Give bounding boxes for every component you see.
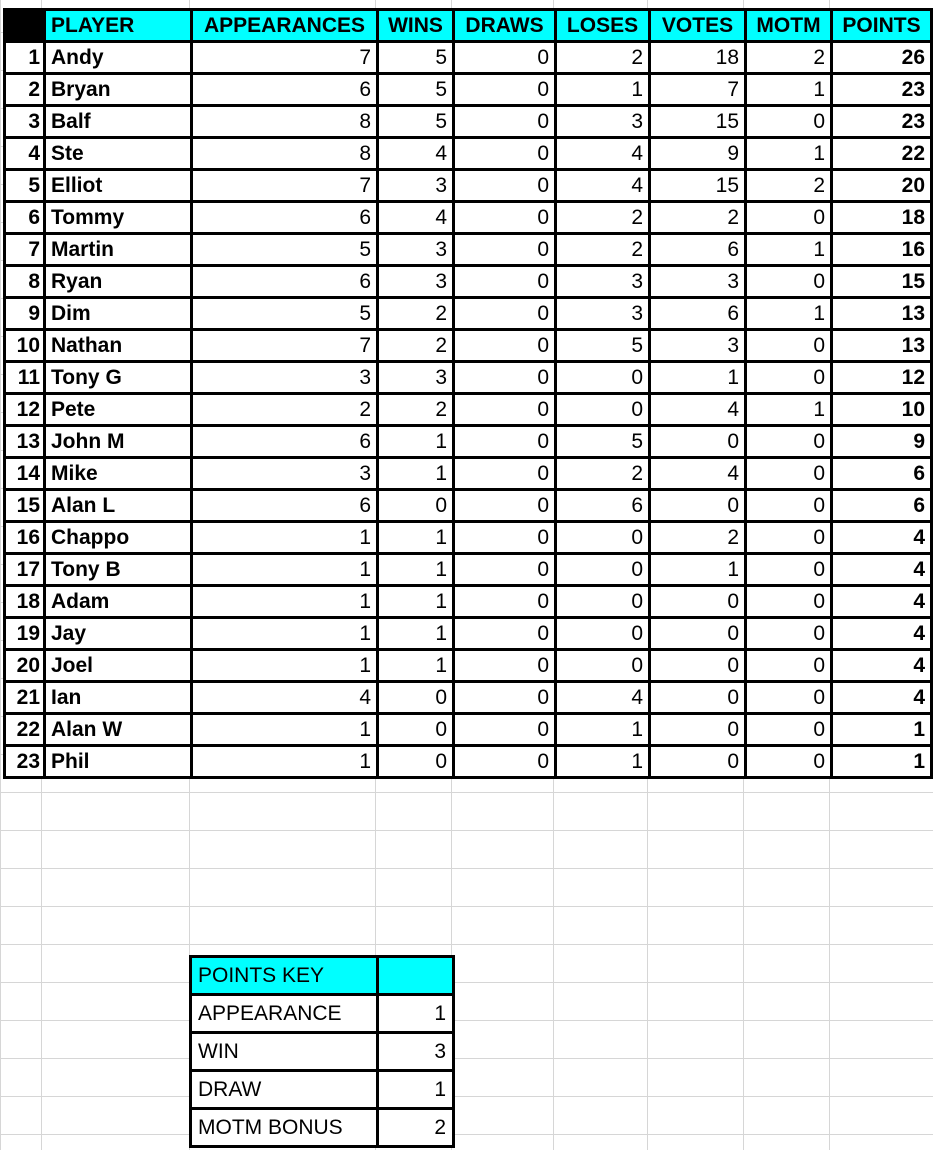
votes-cell[interactable]: 18 (650, 42, 746, 74)
player-name-cell[interactable]: Alan W (45, 714, 192, 746)
points-cell[interactable]: 26 (832, 42, 932, 74)
loses-cell[interactable]: 5 (556, 330, 650, 362)
points-cell[interactable]: 15 (832, 266, 932, 298)
draws-cell[interactable]: 0 (454, 42, 556, 74)
table-row (5, 298, 932, 330)
table-row (5, 650, 932, 682)
points-key-label[interactable]: DRAW (191, 1071, 378, 1109)
votes-cell[interactable]: 3 (650, 330, 746, 362)
table-row (5, 394, 932, 426)
player-name-cell[interactable]: Bryan (45, 74, 192, 106)
player-name-cell[interactable]: Chappo (45, 522, 192, 554)
votes-cell[interactable]: 2 (650, 202, 746, 234)
points-cell[interactable]: 6 (832, 458, 932, 490)
table-row (5, 618, 932, 650)
appearances-cell[interactable]: 7 (192, 42, 378, 74)
rank-cell[interactable]: 18 (5, 586, 45, 618)
rank-cell[interactable]: 22 (5, 714, 45, 746)
motm-cell[interactable]: 0 (746, 714, 832, 746)
wins-cell[interactable]: 2 (378, 394, 454, 426)
loses-cell[interactable]: 2 (556, 458, 650, 490)
motm-cell[interactable]: 0 (746, 426, 832, 458)
table-row (5, 682, 932, 714)
header-loses[interactable]: LOSES (556, 10, 650, 42)
votes-cell[interactable]: 0 (650, 714, 746, 746)
rank-cell[interactable]: 12 (5, 394, 45, 426)
appearances-cell[interactable]: 6 (192, 202, 378, 234)
wins-cell[interactable]: 3 (378, 362, 454, 394)
motm-cell[interactable]: 0 (746, 458, 832, 490)
loses-cell[interactable]: 2 (556, 42, 650, 74)
points-key-header-row (191, 957, 454, 995)
points-key-row (191, 1109, 454, 1147)
motm-cell[interactable]: 1 (746, 298, 832, 330)
points-cell[interactable]: 4 (832, 554, 932, 586)
appearances-cell[interactable]: 6 (192, 266, 378, 298)
votes-cell[interactable]: 6 (650, 298, 746, 330)
player-name-cell[interactable]: Joel (45, 650, 192, 682)
player-name-cell[interactable]: Ste (45, 138, 192, 170)
wins-cell[interactable]: 2 (378, 298, 454, 330)
header-appearances[interactable]: APPEARANCES (192, 10, 378, 42)
header-votes[interactable]: VOTES (650, 10, 746, 42)
player-name-cell[interactable]: Mike (45, 458, 192, 490)
votes-cell[interactable]: 6 (650, 234, 746, 266)
player-name-cell[interactable]: Balf (45, 106, 192, 138)
points-key-value[interactable]: 1 (378, 995, 454, 1033)
player-name-cell[interactable]: Alan L (45, 490, 192, 522)
appearances-cell[interactable]: 8 (192, 106, 378, 138)
rank-cell[interactable]: 5 (5, 170, 45, 202)
wins-cell[interactable]: 1 (378, 554, 454, 586)
rank-cell[interactable]: 2 (5, 74, 45, 106)
points-key-value[interactable]: 1 (378, 1071, 454, 1109)
draws-cell[interactable]: 0 (454, 74, 556, 106)
loses-cell[interactable]: 1 (556, 746, 650, 778)
table-row (5, 202, 932, 234)
rank-cell[interactable]: 21 (5, 682, 45, 714)
rank-cell[interactable]: 3 (5, 106, 45, 138)
draws-cell[interactable]: 0 (454, 266, 556, 298)
points-cell[interactable]: 9 (832, 426, 932, 458)
points-cell[interactable]: 4 (832, 586, 932, 618)
draws-cell[interactable]: 0 (454, 330, 556, 362)
votes-cell[interactable]: 0 (650, 426, 746, 458)
motm-cell[interactable]: 0 (746, 202, 832, 234)
appearances-cell[interactable]: 8 (192, 138, 378, 170)
loses-cell[interactable]: 0 (556, 586, 650, 618)
rank-cell[interactable]: 7 (5, 234, 45, 266)
table-row (5, 170, 932, 202)
player-name-cell[interactable]: John M (45, 426, 192, 458)
motm-cell[interactable]: 1 (746, 234, 832, 266)
points-cell[interactable]: 4 (832, 650, 932, 682)
draws-cell[interactable]: 0 (454, 394, 556, 426)
rank-cell[interactable]: 23 (5, 746, 45, 778)
points-key-row (191, 1071, 454, 1109)
appearances-cell[interactable]: 3 (192, 458, 378, 490)
header-points[interactable]: POINTS (832, 10, 932, 42)
loses-cell[interactable]: 3 (556, 298, 650, 330)
votes-cell[interactable]: 9 (650, 138, 746, 170)
points-cell[interactable]: 6 (832, 490, 932, 522)
table-row (5, 42, 932, 74)
points-key-label[interactable]: MOTM BONUS (191, 1109, 378, 1147)
player-name-cell[interactable]: Ryan (45, 266, 192, 298)
points-cell[interactable]: 4 (832, 682, 932, 714)
wins-cell[interactable]: 3 (378, 170, 454, 202)
points-key-title[interactable]: POINTS KEY (191, 957, 378, 995)
draws-cell[interactable]: 0 (454, 170, 556, 202)
player-name-cell[interactable]: Dim (45, 298, 192, 330)
loses-cell[interactable]: 4 (556, 170, 650, 202)
loses-cell[interactable]: 0 (556, 618, 650, 650)
header-player[interactable]: PLAYER (45, 10, 192, 42)
rank-cell[interactable]: 15 (5, 490, 45, 522)
motm-cell[interactable]: 1 (746, 138, 832, 170)
player-name-cell[interactable]: Andy (45, 42, 192, 74)
header-row (5, 10, 932, 42)
wins-cell[interactable]: 5 (378, 74, 454, 106)
points-cell[interactable]: 13 (832, 298, 932, 330)
votes-cell[interactable]: 4 (650, 458, 746, 490)
draws-cell[interactable]: 0 (454, 138, 556, 170)
appearances-cell[interactable]: 1 (192, 618, 378, 650)
appearances-cell[interactable]: 6 (192, 426, 378, 458)
rank-cell[interactable]: 14 (5, 458, 45, 490)
loses-cell[interactable]: 6 (556, 490, 650, 522)
appearances-cell[interactable]: 1 (192, 714, 378, 746)
draws-cell[interactable]: 0 (454, 202, 556, 234)
header-draws[interactable]: DRAWS (454, 10, 556, 42)
table-row (5, 234, 932, 266)
rank-cell[interactable]: 11 (5, 362, 45, 394)
rank-cell[interactable]: 16 (5, 522, 45, 554)
wins-cell[interactable]: 1 (378, 426, 454, 458)
points-cell[interactable]: 23 (832, 106, 932, 138)
corner-cell[interactable] (5, 10, 45, 42)
rank-cell[interactable]: 9 (5, 298, 45, 330)
draws-cell[interactable]: 0 (454, 298, 556, 330)
draws-cell[interactable]: 0 (454, 618, 556, 650)
votes-cell[interactable]: 0 (650, 650, 746, 682)
points-key-value[interactable]: 3 (378, 1033, 454, 1071)
votes-cell[interactable]: 0 (650, 746, 746, 778)
rank-cell[interactable]: 6 (5, 202, 45, 234)
points-key-row (191, 1033, 454, 1071)
motm-cell[interactable]: 2 (746, 170, 832, 202)
motm-cell[interactable]: 2 (746, 42, 832, 74)
draws-cell[interactable]: 0 (454, 650, 556, 682)
table-row (5, 746, 932, 778)
appearances-cell[interactable]: 5 (192, 298, 378, 330)
draws-cell[interactable]: 0 (454, 426, 556, 458)
table-row (5, 362, 932, 394)
points-key-row (191, 995, 454, 1033)
points-cell[interactable]: 4 (832, 618, 932, 650)
draws-cell[interactable]: 0 (454, 522, 556, 554)
points-cell[interactable]: 20 (832, 170, 932, 202)
appearances-cell[interactable]: 4 (192, 682, 378, 714)
draws-cell[interactable]: 0 (454, 106, 556, 138)
rank-cell[interactable]: 19 (5, 618, 45, 650)
appearances-cell[interactable]: 1 (192, 522, 378, 554)
wins-cell[interactable]: 3 (378, 266, 454, 298)
points-cell[interactable]: 23 (832, 74, 932, 106)
wins-cell[interactable]: 3 (378, 234, 454, 266)
table-row (5, 330, 932, 362)
appearances-cell[interactable]: 2 (192, 394, 378, 426)
player-name-cell[interactable]: Tony G (45, 362, 192, 394)
loses-cell[interactable]: 1 (556, 714, 650, 746)
motm-cell[interactable]: 0 (746, 586, 832, 618)
appearances-cell[interactable]: 1 (192, 554, 378, 586)
loses-cell[interactable]: 3 (556, 266, 650, 298)
table-row (5, 458, 932, 490)
points-cell[interactable]: 4 (832, 522, 932, 554)
votes-cell[interactable]: 2 (650, 522, 746, 554)
table-row (5, 714, 932, 746)
appearances-cell[interactable]: 6 (192, 74, 378, 106)
points-cell[interactable]: 1 (832, 714, 932, 746)
table-row (5, 522, 932, 554)
rank-cell[interactable]: 10 (5, 330, 45, 362)
points-cell[interactable]: 18 (832, 202, 932, 234)
points-key-value[interactable]: 2 (378, 1109, 454, 1147)
motm-cell[interactable]: 0 (746, 618, 832, 650)
wins-cell[interactable]: 1 (378, 522, 454, 554)
appearances-cell[interactable]: 1 (192, 650, 378, 682)
appearances-cell[interactable]: 1 (192, 586, 378, 618)
votes-cell[interactable]: 1 (650, 362, 746, 394)
motm-cell[interactable]: 0 (746, 682, 832, 714)
motm-cell[interactable]: 0 (746, 522, 832, 554)
rank-cell[interactable]: 17 (5, 554, 45, 586)
loses-cell[interactable]: 4 (556, 682, 650, 714)
table-row (5, 490, 932, 522)
votes-cell[interactable]: 3 (650, 266, 746, 298)
votes-cell[interactable]: 0 (650, 490, 746, 522)
points-key-header-blank[interactable] (378, 957, 454, 995)
loses-cell[interactable]: 0 (556, 554, 650, 586)
loses-cell[interactable]: 5 (556, 426, 650, 458)
motm-cell[interactable]: 0 (746, 266, 832, 298)
motm-cell[interactable]: 0 (746, 106, 832, 138)
wins-cell[interactable]: 1 (378, 650, 454, 682)
standings-body (5, 42, 932, 778)
appearances-cell[interactable]: 7 (192, 170, 378, 202)
player-name-cell[interactable]: Phil (45, 746, 192, 778)
player-name-cell[interactable]: Elliot (45, 170, 192, 202)
motm-cell[interactable]: 0 (746, 746, 832, 778)
appearances-cell[interactable]: 5 (192, 234, 378, 266)
motm-cell[interactable]: 0 (746, 330, 832, 362)
wins-cell[interactable]: 0 (378, 490, 454, 522)
player-name-cell[interactable]: Nathan (45, 330, 192, 362)
points-cell[interactable]: 1 (832, 746, 932, 778)
player-name-cell[interactable]: Ian (45, 682, 192, 714)
loses-cell[interactable]: 0 (556, 394, 650, 426)
draws-cell[interactable]: 0 (454, 554, 556, 586)
draws-cell[interactable]: 0 (454, 234, 556, 266)
standings-table (3, 8, 933, 779)
draws-cell[interactable]: 0 (454, 746, 556, 778)
table-row (5, 426, 932, 458)
wins-cell[interactable]: 5 (378, 42, 454, 74)
motm-cell[interactable]: 1 (746, 394, 832, 426)
table-row (5, 266, 932, 298)
draws-cell[interactable]: 0 (454, 458, 556, 490)
table-row (5, 554, 932, 586)
player-name-cell[interactable]: Martin (45, 234, 192, 266)
table-row (5, 138, 932, 170)
loses-cell[interactable]: 0 (556, 522, 650, 554)
loses-cell[interactable]: 2 (556, 202, 650, 234)
wins-cell[interactable]: 0 (378, 746, 454, 778)
wins-cell[interactable]: 5 (378, 106, 454, 138)
player-name-cell[interactable]: Tommy (45, 202, 192, 234)
loses-cell[interactable]: 2 (556, 234, 650, 266)
player-name-cell[interactable]: Tony B (45, 554, 192, 586)
header-wins[interactable]: WINS (378, 10, 454, 42)
points-key-label[interactable]: APPEARANCE (191, 995, 378, 1033)
draws-cell[interactable]: 0 (454, 586, 556, 618)
wins-cell[interactable]: 4 (378, 202, 454, 234)
points-key-table (189, 955, 455, 1148)
appearances-cell[interactable]: 6 (192, 490, 378, 522)
motm-cell[interactable]: 1 (746, 74, 832, 106)
draws-cell[interactable]: 0 (454, 714, 556, 746)
wins-cell[interactable]: 0 (378, 682, 454, 714)
table-row (5, 586, 932, 618)
votes-cell[interactable]: 7 (650, 74, 746, 106)
appearances-cell[interactable]: 1 (192, 746, 378, 778)
motm-cell[interactable]: 0 (746, 362, 832, 394)
wins-cell[interactable]: 1 (378, 586, 454, 618)
points-cell[interactable]: 13 (832, 330, 932, 362)
table-row (5, 74, 932, 106)
player-name-cell[interactable]: Jay (45, 618, 192, 650)
rank-cell[interactable]: 1 (5, 42, 45, 74)
loses-cell[interactable]: 0 (556, 650, 650, 682)
votes-cell[interactable]: 15 (650, 170, 746, 202)
wins-cell[interactable]: 1 (378, 618, 454, 650)
player-name-cell[interactable]: Adam (45, 586, 192, 618)
rank-cell[interactable]: 4 (5, 138, 45, 170)
points-cell[interactable]: 12 (832, 362, 932, 394)
points-cell[interactable]: 16 (832, 234, 932, 266)
votes-cell[interactable]: 15 (650, 106, 746, 138)
loses-cell[interactable]: 1 (556, 74, 650, 106)
points-key-label[interactable]: WIN (191, 1033, 378, 1071)
points-cell[interactable]: 10 (832, 394, 932, 426)
votes-cell[interactable]: 0 (650, 682, 746, 714)
votes-cell[interactable]: 0 (650, 586, 746, 618)
appearances-cell[interactable]: 7 (192, 330, 378, 362)
loses-cell[interactable]: 4 (556, 138, 650, 170)
player-name-cell[interactable]: Pete (45, 394, 192, 426)
votes-cell[interactable]: 4 (650, 394, 746, 426)
rank-cell[interactable]: 8 (5, 266, 45, 298)
header-motm[interactable]: MOTM (746, 10, 832, 42)
rank-cell[interactable]: 20 (5, 650, 45, 682)
motm-cell[interactable]: 0 (746, 490, 832, 522)
draws-cell[interactable]: 0 (454, 490, 556, 522)
rank-cell[interactable]: 13 (5, 426, 45, 458)
votes-cell[interactable]: 0 (650, 618, 746, 650)
wins-cell[interactable]: 1 (378, 458, 454, 490)
draws-cell[interactable]: 0 (454, 682, 556, 714)
motm-cell[interactable]: 0 (746, 554, 832, 586)
table-row (5, 106, 932, 138)
points-cell[interactable]: 22 (832, 138, 932, 170)
loses-cell[interactable]: 3 (556, 106, 650, 138)
wins-cell[interactable]: 2 (378, 330, 454, 362)
appearances-cell[interactable]: 3 (192, 362, 378, 394)
draws-cell[interactable]: 0 (454, 362, 556, 394)
wins-cell[interactable]: 0 (378, 714, 454, 746)
votes-cell[interactable]: 1 (650, 554, 746, 586)
loses-cell[interactable]: 0 (556, 362, 650, 394)
wins-cell[interactable]: 4 (378, 138, 454, 170)
motm-cell[interactable]: 0 (746, 650, 832, 682)
